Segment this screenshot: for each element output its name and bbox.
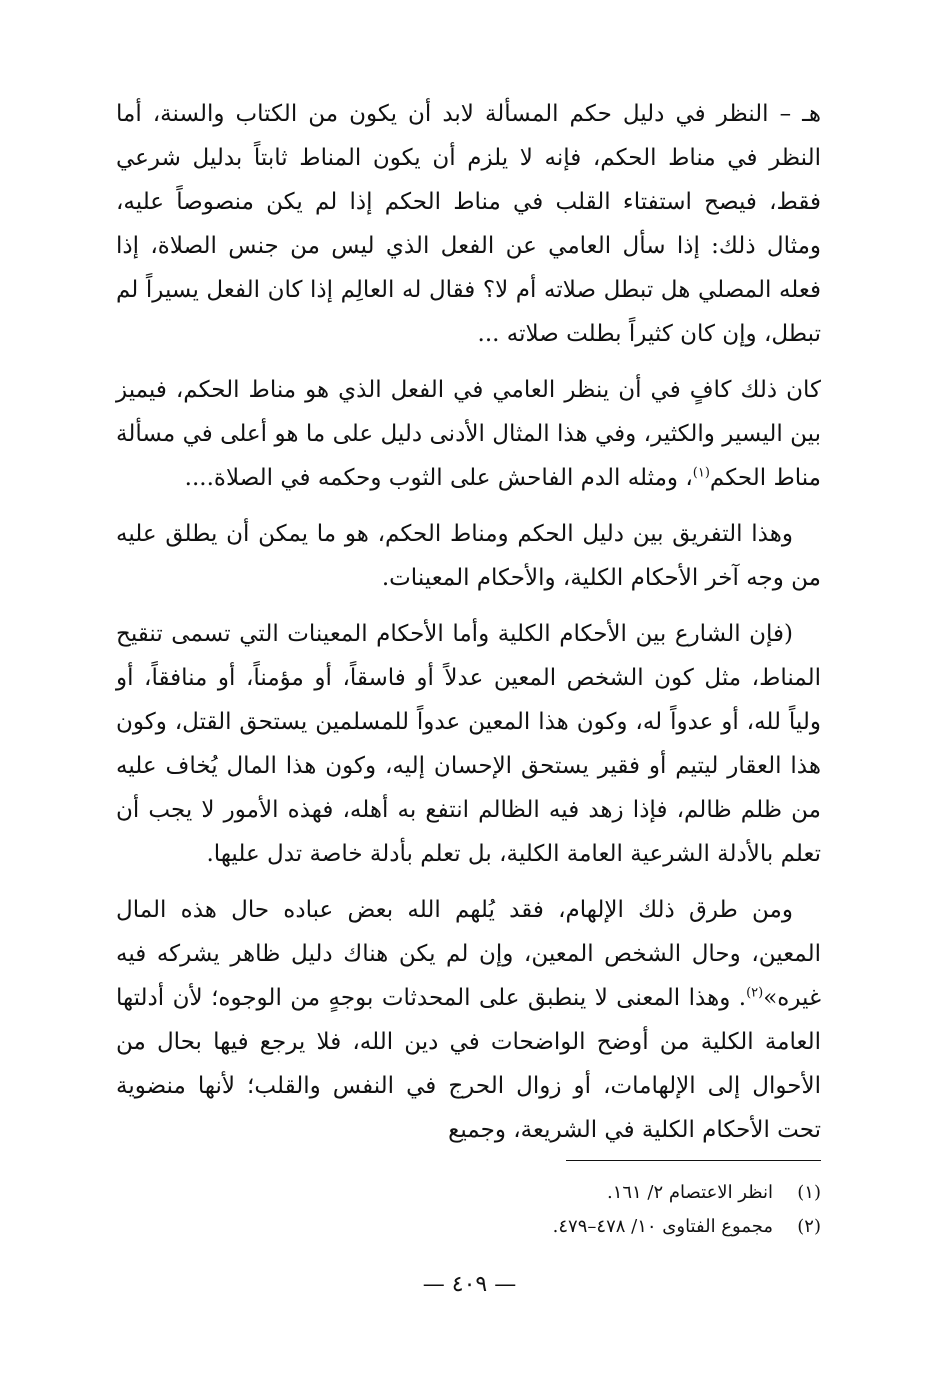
paragraph-5 <box>116 888 821 1152</box>
paragraph-1: هـ – النظر في دليل حكم المسألة لابد أن يكون من الكتاب والسنة، أما النظر في مناط الحكم، فإنه لا يلزم أن يكون المناط ثابتاً بدليل شرعي فقط، فيصح استفتاء القلب في مناط الحكم إذا لم يكن منصوصاً عليه، ومثال ذلك: إذا سأل العامي عن الفعل الذي ليس من جنس الصلاة، إذا فعله المصلي هل تبطل صلاته أم لا؟ فقال له العالِم إذا كان الفعل يسيراً لم تبطل، وإن كان كثيراً بطلت صلاته ... <box>116 101 821 347</box>
footnote-2-number: (٢) <box>797 1216 821 1237</box>
paragraph-5-text: ومن طرق ذلك الإلهام، فقد يُلهم الله بعض عباده حال هذه المال المعين، وحال الشخص المعين، وإن لم يكن هناك دليل ظاهر يشركه فيه غيره» <box>116 897 822 1011</box>
footnote-divider <box>566 1160 821 1161</box>
footnote-ref-2: (٢) <box>746 985 764 1001</box>
paragraph-5-continuation: المعنى لا ينطبق على المحدثات بوجهٍ من الوجوه؛ لأن أدلتها العامة الكلية من أوضح الواضحات في دين الله، فلا يرجع فيها بحال من الأحوال إلى الإلهامات، أو زوال الحرج في النفس والقلب؛ لأنها منضوية تحت الأحكام الكلية في الشريعة، وجميع <box>116 985 821 1143</box>
footnote-2 <box>116 1210 821 1244</box>
paragraph-4: (فإن الشارع بين الأحكام الكلية وأما الأحكام المعينات التي تسمى تنقيح المناط، مثل كون الشخص المعين عدلاً أو فاسقاً، أو مؤمناً، أو منافقاً، أو ولياً لله، أو عدواً له، وكون هذا المعين عدواً للمسلمين يستحق القتل، وكون هذا العقار ليتيم أو فقير يستحق الإحسان إليه، وكون هذا المال يُخاف عليه من ظلم ظالم، فإذا زهد فيه الظالم انتفع به أهله، فهذه الأمور لا يجب أن تعلم بالأدلة الشرعية العامة الكلية، بل تعلم بأدلة خاصة تدل عليها. <box>116 621 821 867</box>
paragraph-2 <box>116 368 821 500</box>
footnote-1 <box>116 1176 821 1210</box>
footnote-1-text: انظر الاعتصام ٢/ ١٦١. <box>606 1182 773 1203</box>
footnote-ref-1: (١) <box>692 465 710 481</box>
paragraph-3: وهذا التفريق بين دليل الحكم ومناط الحكم، هو ما يمكن أن يطلق عليه من وجه آخر الأحكام الكلية، والأحكام المعينات. <box>116 521 821 591</box>
page-number: — ٤٠٩ — <box>422 1272 517 1297</box>
footnote-1-number: (١) <box>797 1182 821 1203</box>
paragraph-2-text: كان ذلك كافٍ في أن ينظر العامي في الفعل الذي هو مناط الحكم، فيميز بين اليسير والكثير، وفي هذا المثال الأدنى دليل على ما هو أعلى في مسألة مناط الحكم <box>116 377 821 491</box>
footnotes <box>116 1176 821 1244</box>
page-body <box>116 92 821 1164</box>
paragraph-2-tail: ، ومثله الدم الفاحش على الثوب وحكمه في الصلاة.... <box>184 465 693 491</box>
paragraph-5-tail: . وهذا <box>688 985 747 1011</box>
footnote-2-text: مجموع الفتاوى ١٠/ ٤٧٨–٤٧٩. <box>552 1216 773 1237</box>
